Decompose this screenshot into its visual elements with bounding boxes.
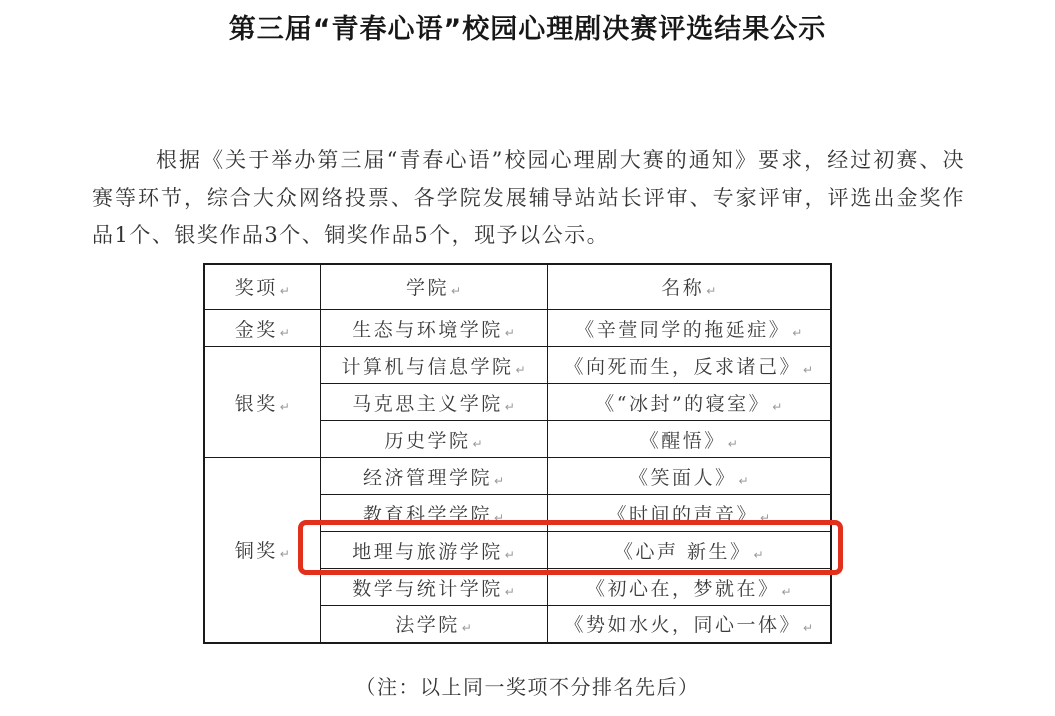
column-header-college-label: 学院 [405, 277, 449, 300]
paragraph-mark-icon: ↵ [450, 284, 462, 299]
work-name-label: 《心声 新生》 [613, 540, 752, 563]
column-header-award-label: 奖项 [234, 277, 278, 300]
college-cell [320, 347, 547, 384]
column-header-award [204, 264, 320, 310]
paragraph-mark-icon: ↵ [504, 325, 515, 340]
name-cell [547, 569, 831, 606]
work-name-label: 《向死而生，反求诸己》 [564, 355, 801, 378]
name-cell [547, 532, 831, 569]
name-cell [547, 458, 831, 495]
paragraph-mark-icon: ↵ [279, 284, 290, 299]
work-name-label: 《醒悟》 [639, 429, 726, 452]
college-label: 法学院 [395, 614, 460, 637]
award-label: 铜奖 [234, 540, 278, 563]
paragraph-mark-icon: ↵ [279, 325, 290, 340]
column-header-college [320, 264, 547, 310]
column-header-name [547, 264, 831, 310]
table-row-silver-1 [204, 347, 831, 384]
paragraph-mark-icon: ↵ [706, 284, 717, 299]
college-cell [320, 532, 547, 569]
college-label: 地理与旅游学院 [352, 540, 503, 563]
name-cell [547, 384, 831, 421]
college-cell [320, 310, 547, 347]
name-cell [547, 421, 831, 458]
work-name-label: 《笑面人》 [628, 466, 737, 489]
college-label: 历史学院 [384, 429, 471, 452]
name-cell [547, 347, 831, 384]
college-label: 生态与环境学院 [352, 318, 503, 341]
table-row-gold-1 [204, 310, 831, 347]
college-cell [320, 495, 547, 532]
page-title: 第三届“青春心语”校园心理剧决赛评选结果公示 [228, 14, 827, 45]
table-header-row [204, 264, 831, 310]
results-table [203, 263, 832, 644]
paragraph-mark-icon: ↵ [515, 362, 526, 377]
paragraph-mark-icon: ↵ [279, 547, 290, 562]
college-cell [320, 606, 547, 643]
work-name-label: 《辛萱同学的拖延症》 [575, 318, 791, 341]
college-label: 马克思主义学院 [352, 392, 503, 415]
paragraph-mark-icon: ↵ [792, 325, 803, 340]
college-cell [320, 384, 547, 421]
footnote: （注：以上同一奖项不分排名先后） [355, 674, 700, 699]
paragraph-mark-icon: ↵ [781, 584, 792, 599]
work-name-label: 《时间的声音》 [607, 503, 758, 526]
award-cell-gold [204, 310, 320, 347]
intro-paragraph: 根据《关于举办第三届“青春心语”校园心理剧大赛的通知》要求，经过初赛、决赛等环节，综合大众网络投票、各学院发展辅导站站长评审、专家评审，评选出金奖作品1个、银奖作品3个、铜奖作品5个，现予以公示。 [92, 148, 965, 247]
work-name-label: 《势如水火，同心一体》 [564, 614, 801, 637]
paragraph-mark-icon: ↵ [802, 362, 814, 377]
college-label: 数学与统计学院 [352, 577, 503, 600]
paragraph-mark-icon: ↵ [504, 547, 515, 562]
paragraph-mark-icon: ↵ [738, 473, 749, 488]
results-table-wrapper [203, 263, 830, 644]
paragraph-mark-icon: ↵ [759, 510, 771, 525]
work-name-label: 《初心在，梦就在》 [585, 577, 780, 600]
award-cell-bronze [204, 458, 320, 643]
name-cell [547, 495, 831, 532]
paragraph-mark-icon: ↵ [802, 621, 814, 636]
award-label: 银奖 [234, 392, 278, 415]
paragraph-mark-icon: ↵ [472, 436, 483, 451]
paragraph-mark-icon: ↵ [772, 399, 783, 414]
college-label: 教育科学学院 [362, 503, 492, 526]
paragraph-mark-icon: ↵ [504, 584, 515, 599]
table-row-bronze-1 [204, 458, 831, 495]
college-cell [320, 458, 547, 495]
name-cell [547, 310, 831, 347]
paragraph-mark-icon: ↵ [493, 473, 505, 488]
college-label: 计算机与信息学院 [341, 355, 514, 378]
paragraph-mark-icon: ↵ [279, 399, 290, 414]
paragraph-mark-icon: ↵ [493, 510, 505, 525]
paragraph-mark-icon: ↵ [727, 436, 738, 451]
college-label: 经济管理学院 [362, 466, 492, 489]
award-cell-silver [204, 347, 320, 458]
paragraph-mark-icon: ↵ [753, 547, 764, 562]
column-header-name-label: 名称 [661, 277, 705, 300]
paragraph-mark-icon: ↵ [504, 399, 515, 414]
college-cell [320, 421, 547, 458]
paragraph-mark-icon: ↵ [461, 621, 472, 636]
college-cell [320, 569, 547, 606]
award-label: 金奖 [234, 318, 278, 341]
name-cell [547, 606, 831, 643]
work-name-label: 《“冰封”的寝室》 [595, 392, 771, 415]
